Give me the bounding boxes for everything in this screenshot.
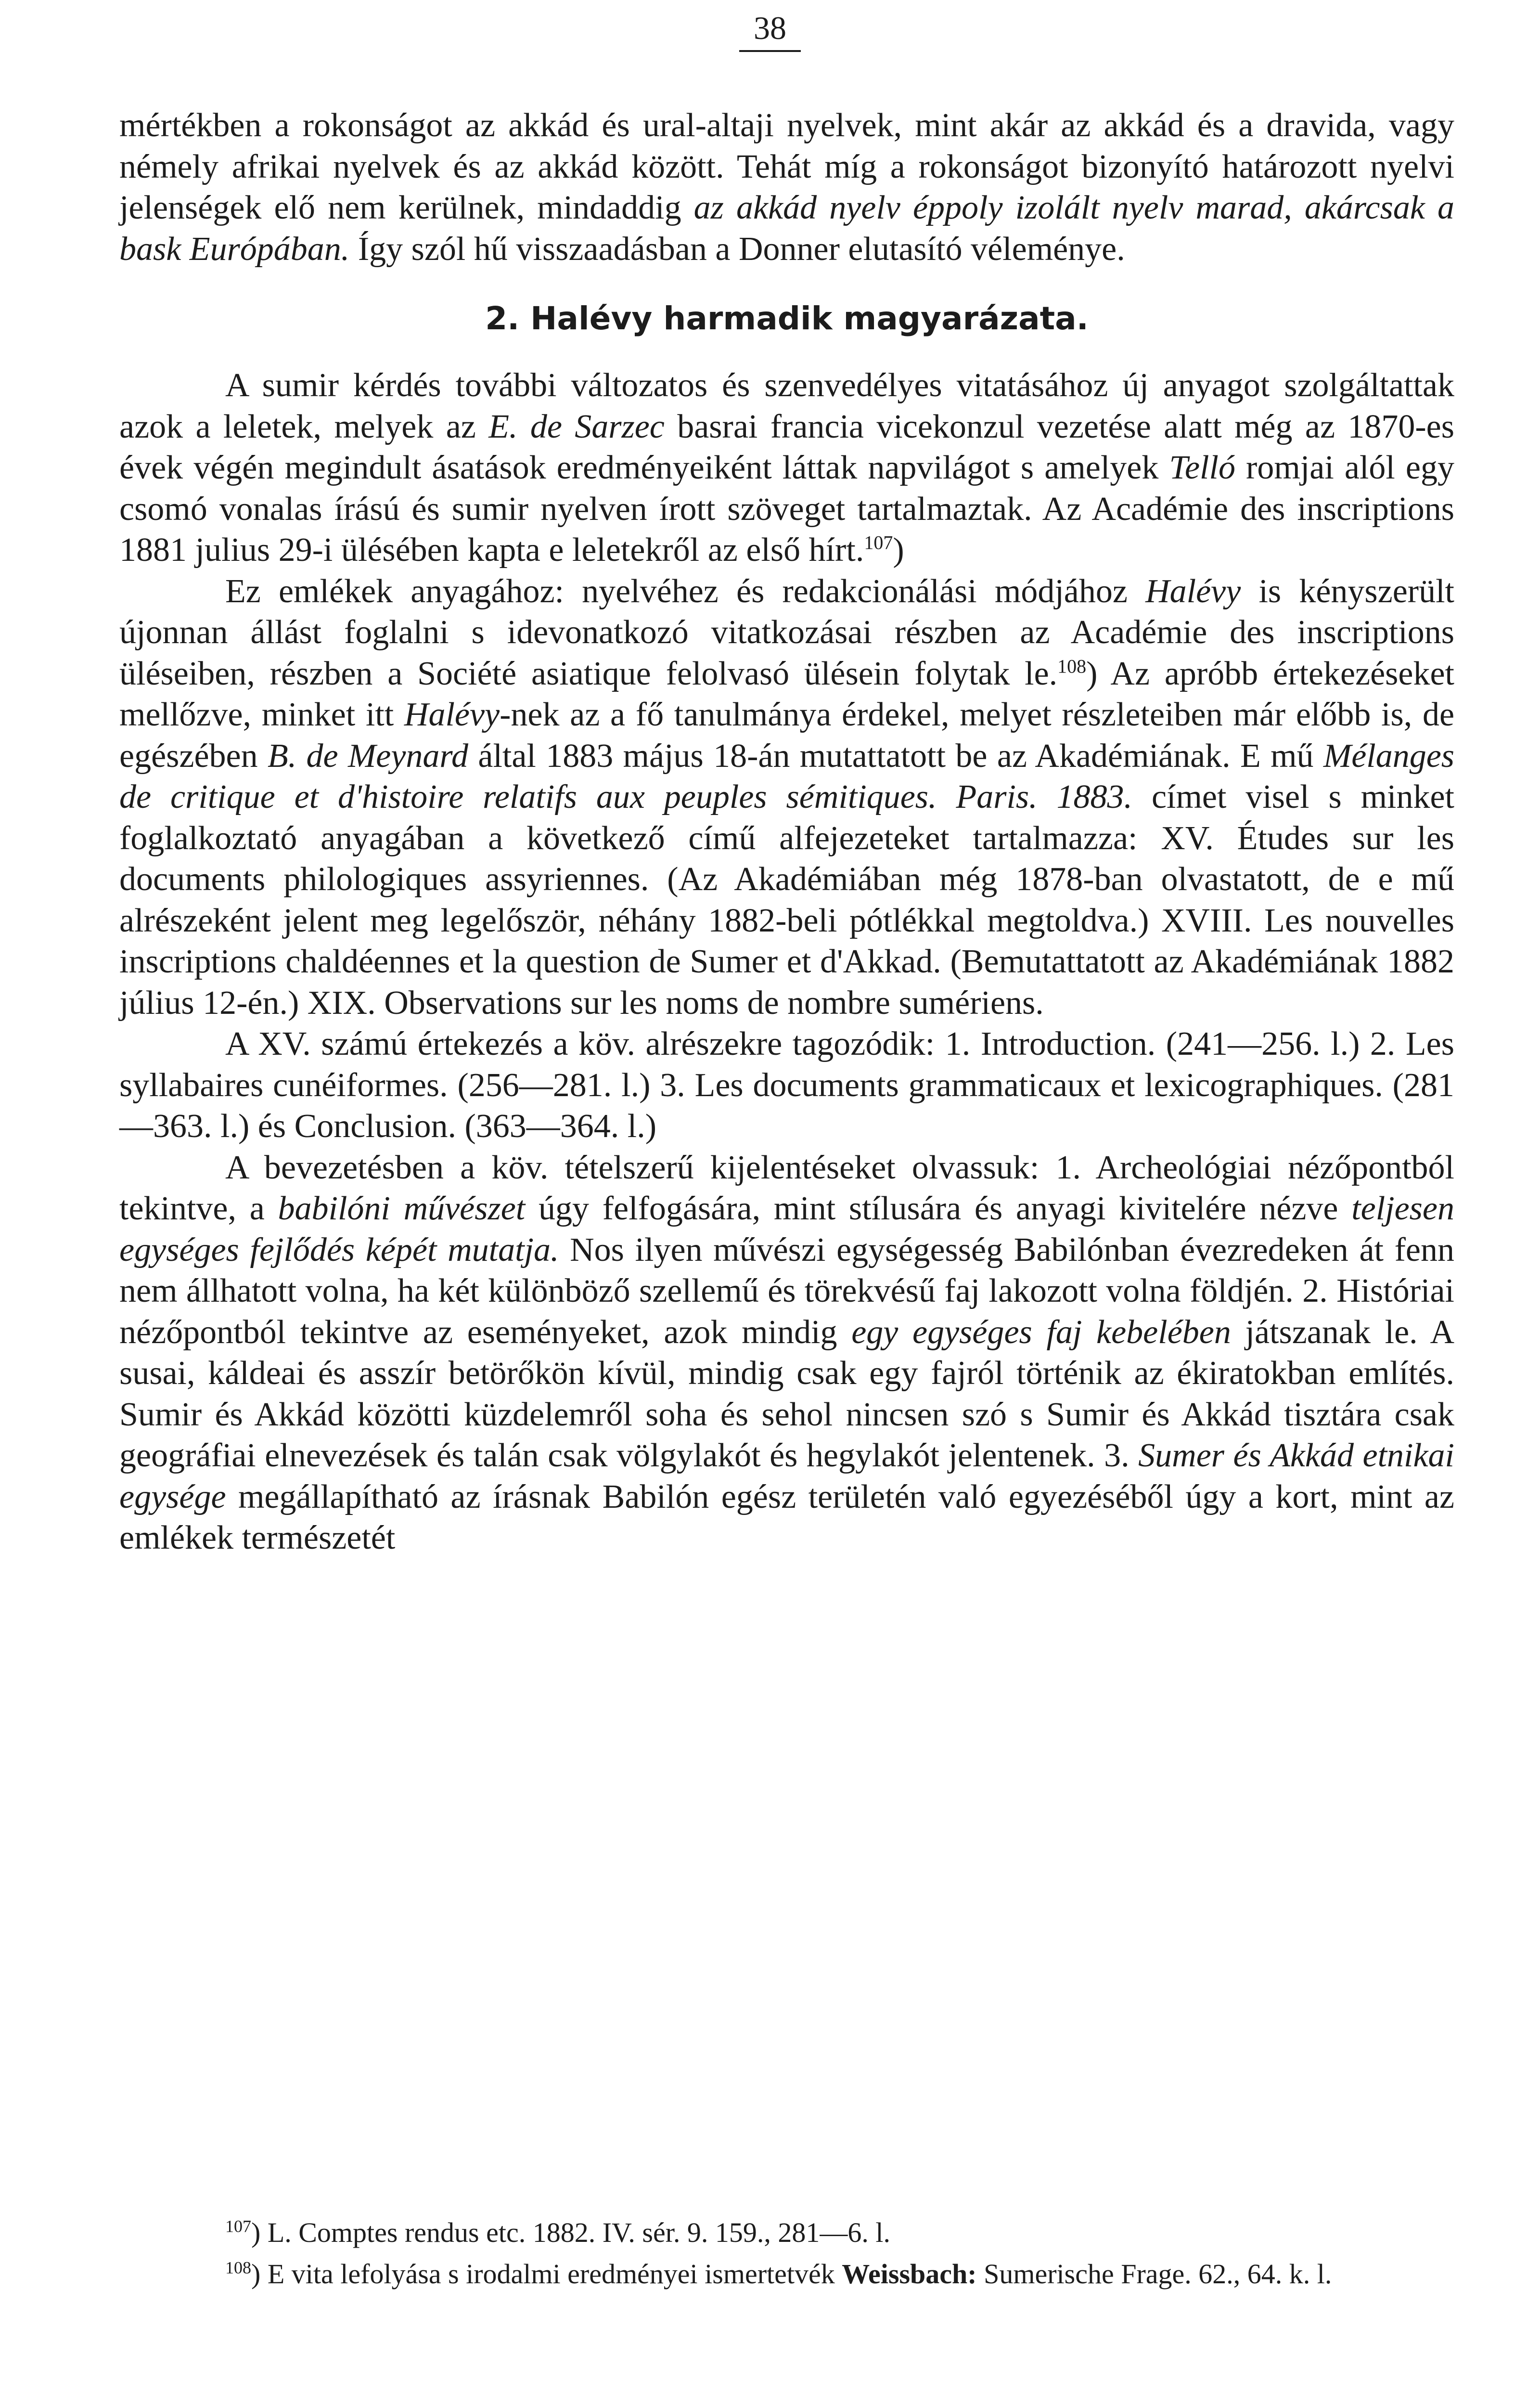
p5-text-e: Nos ilyen művészi egységesség Babilónban évezredeken át fenn nem állhatott volna, ha két különböző szellemű és törekvésű faj lakozott volna földjén. 2. Históriai nézőpontból tekintve az eseményeket, azok mindig [119,1231,1454,1351]
page-number [0,7,1540,52]
paragraph-5 [119,1147,1454,1559]
p3-text-j: címet visel s minket foglalkoztató anyagában a következő című alfejezeteket tartalmazza: XV. Études sur les documents philologiques assyriennes. (Az Akadémiában még 1878-ban olvastatott, de e mű alrészeként jelent meg legelőször, néhány 1882-beli pótlékkal megtoldva.) XVIII. Les nouvelles inscriptions chaldéennes et la question de Sumer et d'Akkad. (Bemutattatott az Akadémiának 1882 július 12-én.) XIX. Observations sur les noms de nombre sumériens. [119,778,1454,1022]
p2-italic-tello: Telló [1169,449,1235,486]
p5-text-g: játszanak le. A susai, káldeai és asszír betörőkön kívül, mindig csak egy fajról történik az ékiratokban említés. Sumir és Akkád közötti küzdelemről soha és sehol nincsen szó s Sumir és Akkád tisztára csak geográfiai elnevezések és talán csak völgylakót és hegylakót jelentenek. 3. [119,1313,1455,1474]
footnote-ref-107: 107 [864,531,893,554]
footnote-108-author: Weissbach: [842,2258,977,2290]
paragraph-2 [119,365,1454,571]
footnote-107 [119,2212,1454,2253]
p3-italic-halevy: Halévy [1145,572,1241,610]
p3-text-c: is kényszerült újonnan állást foglalni s idevonatkozó vitatkozásai részben az Académie des inscriptions üléseiben, részben a Société asiatique felolvasó ülésein folytak le. [119,572,1454,692]
p2-text-a: A sumir kérdés további változatos és szenvedélyes vitatásához új anyagot szolgáltattak azok a leletek, melyek az [119,367,1454,445]
p2-text-c: basrai francia vicekonzul vezetése alatt még az 1870-es évek végén megindult ásatások eredményeiként láttak napvilágot s amelyek [119,408,1454,486]
p2-text-e: romjai alól egy csomó vonalas írású és sumir nyelven írott szöveget tartalmaztak. Az Académie des inscriptions 1881 julius 29-i ülésében kapta e leletekről az első hírt. [119,449,1455,569]
p5-text-c: úgy felfogására, mint stílusára és anyagi kivitelére nézve [525,1190,1352,1227]
p2-text-f: ) [893,531,904,569]
p5-italic-sumer: Sumer és Akkád etnikai egysége [119,1437,1454,1515]
paragraph-4: A XV. számú értekezés a köv. alrészekre tagozódik: 1. Introduction. (241—256. l.) 2. Les syllabaires cunéiformes. (256—281. l.) 3. Les documents grammaticaux et lexicographiques. (281—363. l.) és Conclusion. (363—364. l.) [119,1025,1454,1145]
p3-text-f: -nek az a fő tanulmánya érdekel, melyet részleteiben már előbb is, de egészében [119,696,1455,775]
p3-italic-meynard: B. de Meynard [267,737,469,775]
p5-italic-muveszet: babilóni művészet [278,1190,526,1227]
section-heading: 2. Halévy harmadik magyarázata. [485,300,1089,337]
footnote-107-number: 107 [225,2216,251,2236]
p3-text-d: ) Az apróbb értekezéseket mellőzve, minket itt [119,655,1454,733]
paragraph-3 [119,571,1454,1024]
footnote-108-number: 108 [225,2258,251,2278]
p5-text-i: megállapítható az írásnak Babilón egész területén való egyezéséből úgy a kort, mint az emlékek természetét [119,1478,1454,1556]
body-text [119,105,1454,1559]
footnote-ref-108: 108 [1057,655,1087,677]
footnote-108 [119,2253,1454,2295]
p3-italic-halevy-2: Halévy [404,696,500,733]
paragraph-1 [119,105,1454,270]
page-number-text: 38 [739,7,801,52]
footnote-107-text: ) L. Comptes rendus etc. 1882. IV. sér. 9. 159., 281—6. l. [251,2217,890,2248]
p1-text-a: mértékben a rokonságot az akkád és ural-altaji nyelvek, mint akár az akkád és a dravida, vagy némely afrikai nyelvek és az akkád között. Tehát míg a rokonságot bizonyító határozott nyelvi jelenségek elő nem kerülnek, mindaddig [119,107,1454,226]
p1-text-c: Így szól hű visszaadásban a Donner elutasító véleménye. [349,230,1125,268]
footnote-108-text-a: ) E vita lefolyása s irodalmi eredményei ismertetvék [251,2258,842,2290]
p2-italic-sarzec: E. de Sarzec [488,408,665,445]
p3-text-h: által 1883 május 18-án mutattatott be az Akadémiának. E mű [468,737,1323,775]
p5-italic-fejlodes: teljesen egységes fejlődés képét mutatja. [119,1190,1454,1268]
p5-text-a: A bevezetésben a köv. tételszerű kijelentéseket olvassuk: 1. Archeológiai nézőpontból tekintve, a [119,1149,1454,1227]
p3-text-a: Ez emlékek anyagához: nyelvéhez és redakcionálási módjához [225,572,1146,610]
p3-italic-title: Mélanges de critique et d'histoire relatifs aux peuples sémitiques. Paris. 1883. [119,737,1455,815]
footnotes [119,2212,1454,2295]
p1-italic-quote: az akkád nyelv éppoly izolált nyelv marad, akárcsak a bask Európában. [119,189,1455,268]
footnote-108-text-c: Sumerische Frage. 62., 64. k. l. [976,2258,1332,2290]
p5-italic-faj: egy egységes faj kebelében [851,1313,1231,1351]
